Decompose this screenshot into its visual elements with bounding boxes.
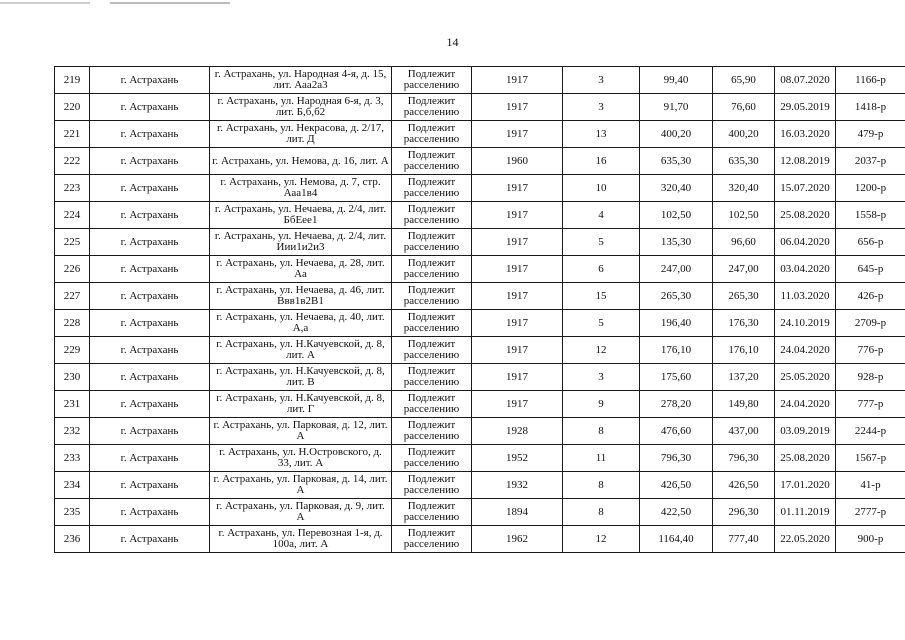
area-living-cell: 149,80 — [713, 391, 775, 418]
count-cell: 9 — [563, 391, 640, 418]
area-total-cell: 247,00 — [640, 256, 713, 283]
order-number-cell: 928-р — [836, 364, 905, 391]
date-cell: 03.04.2020 — [775, 256, 836, 283]
city-cell: г. Астрахань — [90, 175, 210, 202]
address-cell: г. Астрахань, ул. Немова, д. 7, стр. Ааа1в4 — [210, 175, 392, 202]
scan-header-rule — [0, 2, 230, 4]
year-cell: 1917 — [472, 283, 563, 310]
address-cell: г. Астрахань, ул. Н.Качуевской, д. 8, лит. В — [210, 364, 392, 391]
city-cell: г. Астрахань — [90, 202, 210, 229]
area-total-cell: 175,60 — [640, 364, 713, 391]
area-living-cell: 320,40 — [713, 175, 775, 202]
table-row — [55, 175, 905, 202]
address-cell: г. Астрахань, ул. Нечаева, д. 2/4, лит. БбЕее1 — [210, 202, 392, 229]
table-row — [55, 229, 905, 256]
area-total-cell: 320,40 — [640, 175, 713, 202]
address-cell: г. Астрахань, ул. Народная 4-я, д. 15, лит. Ааа2а3 — [210, 67, 392, 94]
count-cell: 15 — [563, 283, 640, 310]
address-cell: г. Астрахань, ул. Перевозная 1-я, д. 100а, лит. А — [210, 526, 392, 553]
status-cell: Подлежит расселению — [392, 472, 472, 499]
order-number-cell: 645-р — [836, 256, 905, 283]
count-cell: 3 — [563, 67, 640, 94]
area-living-cell: 265,30 — [713, 283, 775, 310]
year-cell: 1917 — [472, 310, 563, 337]
area-total-cell: 1164,40 — [640, 526, 713, 553]
count-cell: 10 — [563, 175, 640, 202]
area-living-cell: 65,90 — [713, 67, 775, 94]
table-row — [55, 499, 905, 526]
address-cell: г. Астрахань, ул. Парковая, д. 9, лит. А — [210, 499, 392, 526]
year-cell: 1894 — [472, 499, 563, 526]
area-total-cell: 476,60 — [640, 418, 713, 445]
table-row — [55, 337, 905, 364]
area-living-cell: 176,10 — [713, 337, 775, 364]
status-cell: Подлежит расселению — [392, 202, 472, 229]
area-total-cell: 99,40 — [640, 67, 713, 94]
order-number-cell: 426-р — [836, 283, 905, 310]
row-number: 231 — [55, 391, 90, 418]
table-row — [55, 472, 905, 499]
city-cell: г. Астрахань — [90, 121, 210, 148]
year-cell: 1960 — [472, 148, 563, 175]
count-cell: 3 — [563, 364, 640, 391]
date-cell: 29.05.2019 — [775, 94, 836, 121]
area-living-cell: 777,40 — [713, 526, 775, 553]
order-number-cell: 1200-р — [836, 175, 905, 202]
table-row — [55, 283, 905, 310]
date-cell: 11.03.2020 — [775, 283, 836, 310]
address-cell: г. Астрахань, ул. Нечаева, д. 28, лит. Аа — [210, 256, 392, 283]
count-cell: 8 — [563, 472, 640, 499]
status-cell: Подлежит расселению — [392, 445, 472, 472]
address-cell: г. Астрахань, ул. Парковая, д. 14, лит. А — [210, 472, 392, 499]
date-cell: 24.04.2020 — [775, 337, 836, 364]
order-number-cell: 41-р — [836, 472, 905, 499]
status-cell: Подлежит расселению — [392, 364, 472, 391]
city-cell: г. Астрахань — [90, 472, 210, 499]
status-cell: Подлежит расселению — [392, 337, 472, 364]
status-cell: Подлежит расселению — [392, 283, 472, 310]
area-living-cell: 137,20 — [713, 364, 775, 391]
area-total-cell: 196,40 — [640, 310, 713, 337]
status-cell: Подлежит расселению — [392, 67, 472, 94]
status-cell: Подлежит расселению — [392, 310, 472, 337]
date-cell: 24.10.2019 — [775, 310, 836, 337]
table-row — [55, 202, 905, 229]
date-cell: 12.08.2019 — [775, 148, 836, 175]
year-cell: 1917 — [472, 175, 563, 202]
status-cell: Подлежит расселению — [392, 229, 472, 256]
date-cell: 01.11.2019 — [775, 499, 836, 526]
city-cell: г. Астрахань — [90, 229, 210, 256]
count-cell: 12 — [563, 526, 640, 553]
date-cell: 22.05.2020 — [775, 526, 836, 553]
table-row — [55, 418, 905, 445]
row-number: 234 — [55, 472, 90, 499]
area-living-cell: 796,30 — [713, 445, 775, 472]
city-cell: г. Астрахань — [90, 310, 210, 337]
year-cell: 1917 — [472, 391, 563, 418]
address-cell: г. Астрахань, ул. Немова, д. 16, лит. А — [210, 148, 392, 175]
area-total-cell: 796,30 — [640, 445, 713, 472]
table-row — [55, 526, 905, 553]
city-cell: г. Астрахань — [90, 148, 210, 175]
table-row — [55, 391, 905, 418]
table-row — [55, 67, 905, 94]
date-cell: 25.08.2020 — [775, 445, 836, 472]
order-number-cell: 1418-р — [836, 94, 905, 121]
table-row — [55, 445, 905, 472]
city-cell: г. Астрахань — [90, 445, 210, 472]
count-cell: 8 — [563, 418, 640, 445]
row-number: 221 — [55, 121, 90, 148]
date-cell: 06.04.2020 — [775, 229, 836, 256]
row-number: 229 — [55, 337, 90, 364]
row-number: 236 — [55, 526, 90, 553]
year-cell: 1917 — [472, 202, 563, 229]
row-number: 235 — [55, 499, 90, 526]
status-cell: Подлежит расселению — [392, 175, 472, 202]
area-total-cell: 635,30 — [640, 148, 713, 175]
count-cell: 3 — [563, 94, 640, 121]
city-cell: г. Астрахань — [90, 94, 210, 121]
status-cell: Подлежит расселению — [392, 418, 472, 445]
address-cell: г. Астрахань, ул. Н.Островского, д. 33, лит. А — [210, 445, 392, 472]
status-cell: Подлежит расселению — [392, 94, 472, 121]
housing-registry-table — [54, 66, 905, 553]
row-number: 219 — [55, 67, 90, 94]
city-cell: г. Астрахань — [90, 337, 210, 364]
row-number: 230 — [55, 364, 90, 391]
order-number-cell: 777-р — [836, 391, 905, 418]
city-cell: г. Астрахань — [90, 67, 210, 94]
area-living-cell: 635,30 — [713, 148, 775, 175]
count-cell: 6 — [563, 256, 640, 283]
row-number: 233 — [55, 445, 90, 472]
count-cell: 13 — [563, 121, 640, 148]
row-number: 225 — [55, 229, 90, 256]
city-cell: г. Астрахань — [90, 499, 210, 526]
count-cell: 4 — [563, 202, 640, 229]
order-number-cell: 900-р — [836, 526, 905, 553]
address-cell: г. Астрахань, ул. Н.Качуевской, д. 8, лит. Г — [210, 391, 392, 418]
year-cell: 1932 — [472, 472, 563, 499]
date-cell: 15.07.2020 — [775, 175, 836, 202]
table-body — [55, 67, 905, 553]
count-cell: 5 — [563, 229, 640, 256]
area-living-cell: 426,50 — [713, 472, 775, 499]
year-cell: 1952 — [472, 445, 563, 472]
area-total-cell: 426,50 — [640, 472, 713, 499]
year-cell: 1917 — [472, 94, 563, 121]
year-cell: 1917 — [472, 67, 563, 94]
area-living-cell: 102,50 — [713, 202, 775, 229]
order-number-cell: 2244-р — [836, 418, 905, 445]
table-row — [55, 94, 905, 121]
count-cell: 12 — [563, 337, 640, 364]
address-cell: г. Астрахань, ул. Н.Качуевской, д. 8, лит. А — [210, 337, 392, 364]
area-total-cell: 176,10 — [640, 337, 713, 364]
status-cell: Подлежит расселению — [392, 256, 472, 283]
date-cell: 25.05.2020 — [775, 364, 836, 391]
area-total-cell: 400,20 — [640, 121, 713, 148]
city-cell: г. Астрахань — [90, 364, 210, 391]
table-row — [55, 256, 905, 283]
date-cell: 16.03.2020 — [775, 121, 836, 148]
count-cell: 11 — [563, 445, 640, 472]
area-living-cell: 176,30 — [713, 310, 775, 337]
city-cell: г. Астрахань — [90, 256, 210, 283]
address-cell: г. Астрахань, ул. Нечаева, д. 46, лит. Ввв1в2В1 — [210, 283, 392, 310]
row-number: 226 — [55, 256, 90, 283]
count-cell: 8 — [563, 499, 640, 526]
order-number-cell: 656-р — [836, 229, 905, 256]
year-cell: 1917 — [472, 337, 563, 364]
order-number-cell: 1567-р — [836, 445, 905, 472]
row-number: 224 — [55, 202, 90, 229]
year-cell: 1917 — [472, 229, 563, 256]
order-number-cell: 1166-р — [836, 67, 905, 94]
row-number: 223 — [55, 175, 90, 202]
address-cell: г. Астрахань, ул. Нечаева, д. 40, лит. А,а — [210, 310, 392, 337]
area-living-cell: 96,60 — [713, 229, 775, 256]
row-number: 228 — [55, 310, 90, 337]
status-cell: Подлежит расселению — [392, 526, 472, 553]
address-cell: г. Астрахань, ул. Народная 6-я, д. 3, лит. Б,б,б2 — [210, 94, 392, 121]
area-total-cell: 91,70 — [640, 94, 713, 121]
city-cell: г. Астрахань — [90, 283, 210, 310]
date-cell: 08.07.2020 — [775, 67, 836, 94]
address-cell: г. Астрахань, ул. Парковая, д. 12, лит. А — [210, 418, 392, 445]
status-cell: Подлежит расселению — [392, 148, 472, 175]
area-total-cell: 422,50 — [640, 499, 713, 526]
area-living-cell: 437,00 — [713, 418, 775, 445]
city-cell: г. Астрахань — [90, 391, 210, 418]
area-living-cell: 400,20 — [713, 121, 775, 148]
area-total-cell: 102,50 — [640, 202, 713, 229]
area-living-cell: 76,60 — [713, 94, 775, 121]
year-cell: 1928 — [472, 418, 563, 445]
area-total-cell: 265,30 — [640, 283, 713, 310]
table-row — [55, 148, 905, 175]
order-number-cell: 2037-р — [836, 148, 905, 175]
year-cell: 1962 — [472, 526, 563, 553]
status-cell: Подлежит расселению — [392, 121, 472, 148]
order-number-cell: 2777-р — [836, 499, 905, 526]
page-number: 14 — [446, 35, 459, 49]
order-number-cell: 776-р — [836, 337, 905, 364]
city-cell: г. Астрахань — [90, 526, 210, 553]
count-cell: 5 — [563, 310, 640, 337]
area-total-cell: 135,30 — [640, 229, 713, 256]
area-living-cell: 296,30 — [713, 499, 775, 526]
year-cell: 1917 — [472, 121, 563, 148]
table-row — [55, 364, 905, 391]
row-number: 232 — [55, 418, 90, 445]
city-cell: г. Астрахань — [90, 418, 210, 445]
order-number-cell: 1558-р — [836, 202, 905, 229]
table-row — [55, 310, 905, 337]
address-cell: г. Астрахань, ул. Некрасова, д. 2/17, лит. Д — [210, 121, 392, 148]
date-cell: 25.08.2020 — [775, 202, 836, 229]
row-number: 220 — [55, 94, 90, 121]
count-cell: 16 — [563, 148, 640, 175]
date-cell: 24.04.2020 — [775, 391, 836, 418]
status-cell: Подлежит расселению — [392, 391, 472, 418]
area-living-cell: 247,00 — [713, 256, 775, 283]
area-total-cell: 278,20 — [640, 391, 713, 418]
table-row — [55, 121, 905, 148]
date-cell: 17.01.2020 — [775, 472, 836, 499]
address-cell: г. Астрахань, ул. Нечаева, д. 2/4, лит. Иии1и2и3 — [210, 229, 392, 256]
year-cell: 1917 — [472, 364, 563, 391]
year-cell: 1917 — [472, 256, 563, 283]
row-number: 227 — [55, 283, 90, 310]
order-number-cell: 2709-р — [836, 310, 905, 337]
order-number-cell: 479-р — [836, 121, 905, 148]
row-number: 222 — [55, 148, 90, 175]
status-cell: Подлежит расселению — [392, 499, 472, 526]
date-cell: 03.09.2019 — [775, 418, 836, 445]
